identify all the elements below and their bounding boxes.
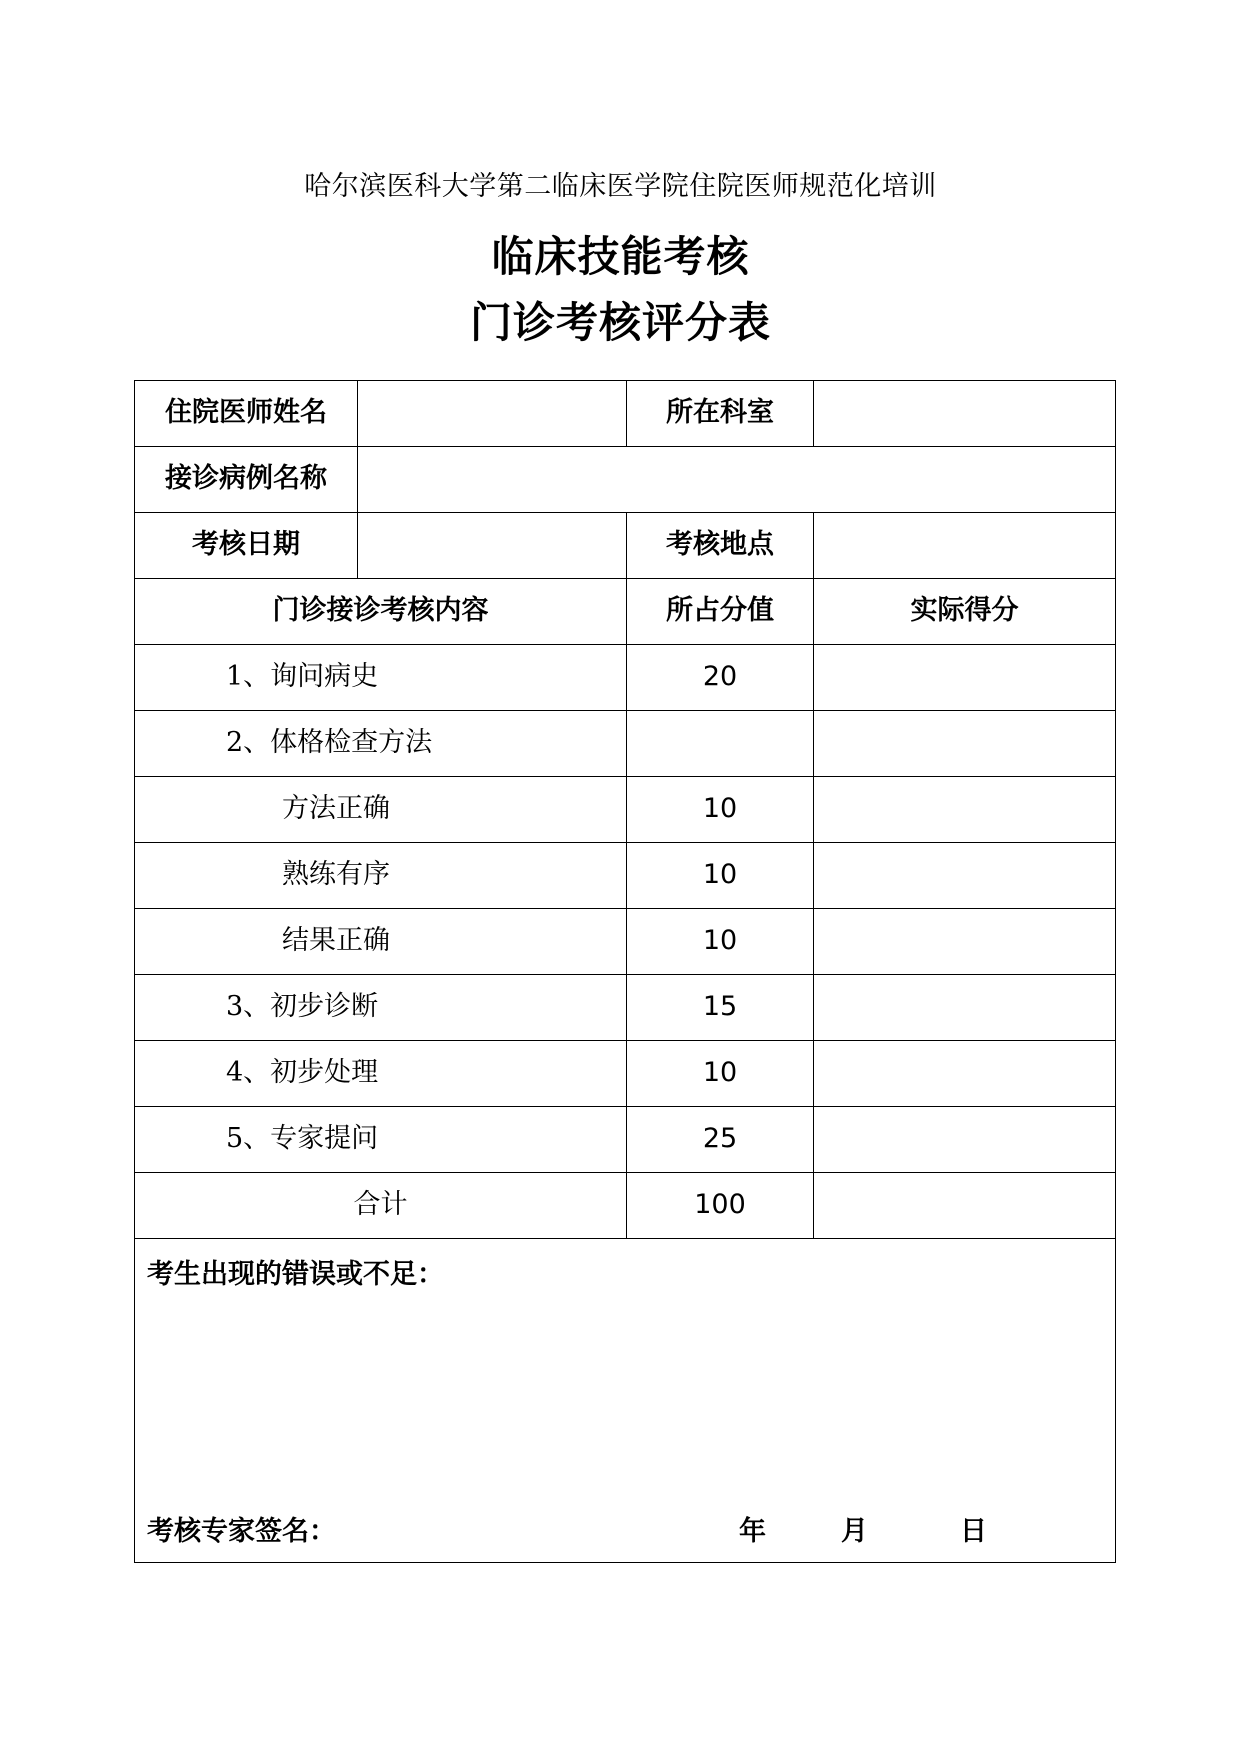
department-label: 所在科室	[627, 381, 814, 447]
actual-score-header: 实际得分	[814, 579, 1116, 645]
resident-name-label: 住院医师姓名	[135, 381, 358, 447]
item-label: 4、初步处理	[135, 1041, 627, 1107]
item-points: 25	[627, 1107, 814, 1173]
case-name-field[interactable]	[358, 447, 1116, 513]
item-actual-score[interactable]	[814, 777, 1116, 843]
total-points: 100	[627, 1173, 814, 1239]
exam-location-label: 考核地点	[627, 513, 814, 579]
item-actual-score[interactable]	[814, 1107, 1116, 1173]
table-header-row	[135, 579, 1116, 645]
total-label: 合计	[135, 1173, 627, 1239]
item-label: 5、专家提问	[135, 1107, 627, 1173]
row-exam-info	[135, 513, 1116, 579]
item-points: 10	[627, 909, 814, 975]
table-row	[135, 1041, 1116, 1107]
content-header: 门诊接诊考核内容	[135, 579, 627, 645]
total-row	[135, 1173, 1116, 1239]
notes-area[interactable]	[135, 1239, 1116, 1563]
item-points	[627, 711, 814, 777]
form-title-line2: 门诊考核评分表	[469, 298, 771, 347]
item-label: 熟练有序	[135, 843, 627, 909]
item-actual-score[interactable]	[814, 645, 1116, 711]
item-points: 20	[627, 645, 814, 711]
form-subtitle: 哈尔滨医科大学第二临床医学院住院医师规范化培训	[304, 171, 937, 202]
table-row	[135, 711, 1116, 777]
exam-date-field[interactable]	[358, 513, 627, 579]
scoring-table	[134, 380, 1116, 1563]
exam-date-label: 考核日期	[135, 513, 358, 579]
signature-label: 考核专家签名：	[147, 1515, 336, 1547]
item-actual-score[interactable]	[814, 975, 1116, 1041]
item-label: 结果正确	[135, 909, 627, 975]
table-row	[135, 1107, 1116, 1173]
resident-name-field[interactable]	[358, 381, 627, 447]
date-day-label: 日	[960, 1515, 987, 1547]
item-actual-score[interactable]	[814, 1041, 1116, 1107]
item-points: 10	[627, 777, 814, 843]
case-name-label: 接诊病例名称	[135, 447, 358, 513]
table-row	[135, 843, 1116, 909]
department-field[interactable]	[814, 381, 1116, 447]
date-year-label: 年	[739, 1515, 766, 1547]
item-points: 10	[627, 843, 814, 909]
total-actual-score[interactable]	[814, 1173, 1116, 1239]
item-label: 方法正确	[135, 777, 627, 843]
table-row	[135, 909, 1116, 975]
item-label: 1、询问病史	[135, 645, 627, 711]
form-title-line1: 临床技能考核	[491, 232, 750, 281]
item-label: 2、体格检查方法	[135, 711, 627, 777]
table-row	[135, 975, 1116, 1041]
item-label: 3、初步诊断	[135, 975, 627, 1041]
points-header: 所占分值	[627, 579, 814, 645]
row-resident-info	[135, 381, 1116, 447]
item-actual-score[interactable]	[814, 843, 1116, 909]
row-case-info	[135, 447, 1116, 513]
table-row	[135, 777, 1116, 843]
item-actual-score[interactable]	[814, 909, 1116, 975]
item-points: 10	[627, 1041, 814, 1107]
date-month-label: 月	[841, 1515, 868, 1547]
errors-label: 考生出现的错误或不足：	[147, 1259, 444, 1290]
exam-location-field[interactable]	[814, 513, 1116, 579]
item-points: 15	[627, 975, 814, 1041]
notes-row	[135, 1239, 1116, 1563]
table-row	[135, 645, 1116, 711]
item-actual-score[interactable]	[814, 711, 1116, 777]
